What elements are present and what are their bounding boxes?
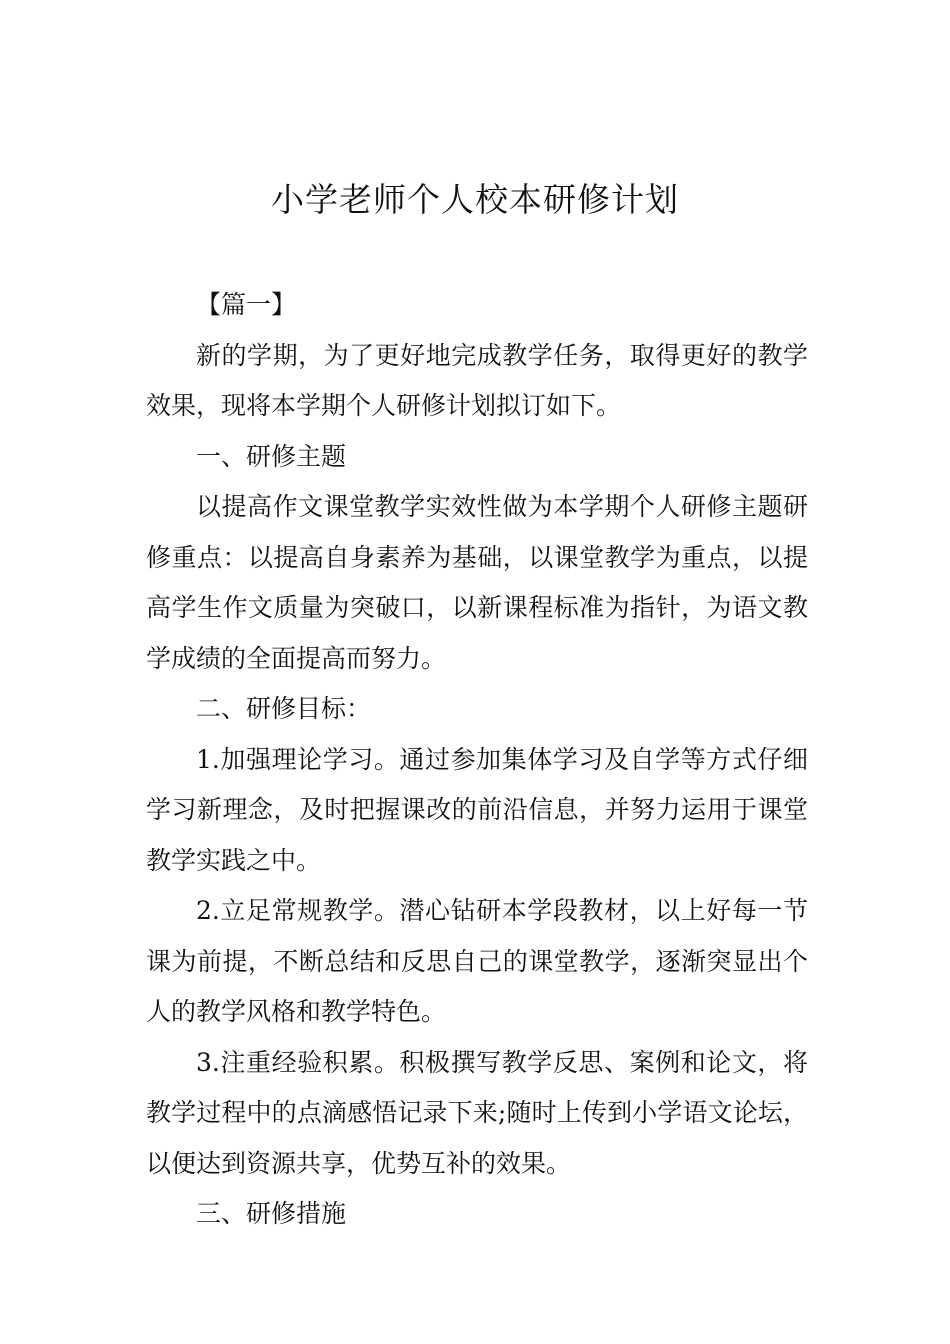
section-heading-goals: 二、研修目标： xyxy=(196,694,372,723)
intro-paragraph: 新的学期，为了更好地完成教学任务，取得更好的教学效果，现将本学期个人研修计划拟订如下。 xyxy=(146,340,808,420)
theme-paragraph: 以提高作文课堂教学实效性做为本学期个人研修主题研修重点：以提高自身素养为基础，以课堂教学为重点，以提高学生作文质量为突破口，以新课程标准为指针，为语文教学成绩的全面提高而努力。 xyxy=(146,492,808,673)
goal-item-3: 3.注重经验积累。积极撰写教学反思、案例和论文，将教学过程中的点滴感悟记录下来;随时上传到小学语文论坛，以便达到资源共享，优势互补的效果。 xyxy=(146,1047,808,1178)
goal-item-2: 2.立足常规教学。潜心钻研本学段教材，以上好每一节课为前提，不断总结和反思自己的课堂教学，逐渐突显出个人的教学风格和教学特色。 xyxy=(146,896,808,1026)
goal-item-1: 1.加强理论学习。通过参加集体学习及自学等方式仔细学习新理念，及时把握课改的前沿信息，并努力运用于课堂教学实践之中。 xyxy=(146,744,808,875)
section-heading-theme: 一、研修主题 xyxy=(196,441,347,471)
section-label: 【篇一】 xyxy=(196,290,297,319)
section-heading-measures: 三、研修措施 xyxy=(196,1199,347,1228)
document-body xyxy=(146,280,808,1240)
document-title: 小学老师个人校本研修计划 xyxy=(271,180,679,219)
